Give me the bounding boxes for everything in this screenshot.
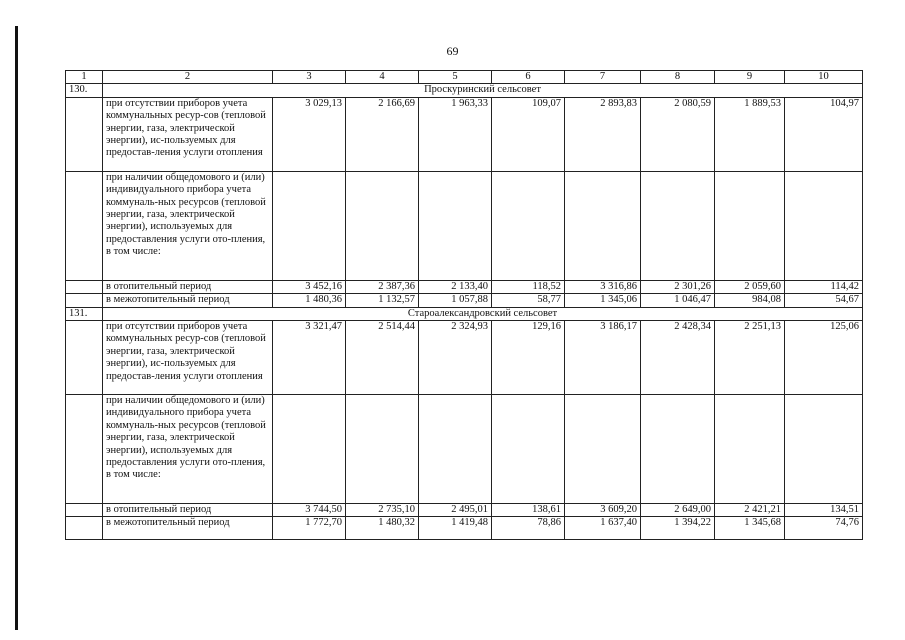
- table-cell: 3 452,16: [273, 280, 346, 293]
- table-cell: 2 059,60: [715, 280, 785, 293]
- table-cell: 1 057,88: [419, 294, 492, 307]
- table-cell: 3 321,47: [273, 321, 346, 395]
- table-cell: [715, 395, 785, 504]
- tariff-table: [65, 70, 863, 540]
- section-row: [66, 307, 863, 320]
- table-cell: 2 495,01: [419, 504, 492, 517]
- header-row: [66, 71, 863, 84]
- row-label: при отсутствии приборов учета коммунальных ресур-сов (тепловой энергии, газа, электрической энергии), ис-пользуемых для предостав-ления услуги отопления: [103, 321, 273, 395]
- table-cell: 2 735,10: [346, 504, 419, 517]
- table-cell: 1 345,68: [715, 517, 785, 540]
- column-header: 7: [565, 71, 641, 84]
- table-cell: [715, 171, 785, 280]
- table-cell: 3 186,17: [565, 321, 641, 395]
- row-label: в отопительный период: [103, 280, 273, 293]
- table-cell: 58,77: [492, 294, 565, 307]
- table-cell: 1 046,47: [641, 294, 715, 307]
- table-cell: 114,42: [785, 280, 863, 293]
- table-cell: [492, 395, 565, 504]
- column-header: 4: [346, 71, 419, 84]
- table-cell: 1 889,53: [715, 97, 785, 171]
- table-cell: 2 428,34: [641, 321, 715, 395]
- row-label: при наличии общедомового и (или) индивидуального прибора учета коммуналь-ных ресурсов (тепловой энергии, газа, электрической энергии), используемых для предоставления услуги ото-пления, в том числе:: [103, 395, 273, 504]
- table-cell: 3 609,20: [565, 504, 641, 517]
- table-row: [66, 517, 863, 540]
- row-label: в межотопительный период: [103, 517, 273, 540]
- table-row: [66, 171, 863, 280]
- table-cell: 1 480,36: [273, 294, 346, 307]
- column-header: 2: [103, 71, 273, 84]
- column-header: 8: [641, 71, 715, 84]
- table-cell: 134,51: [785, 504, 863, 517]
- table-cell: 129,16: [492, 321, 565, 395]
- table-row: [66, 280, 863, 293]
- table-cell: 2 893,83: [565, 97, 641, 171]
- section-title: Проскуринский сельсовет: [103, 84, 863, 97]
- table-cell: 2 387,36: [346, 280, 419, 293]
- scan-edge-line: [15, 26, 18, 630]
- table-row: [66, 321, 863, 395]
- table-cell: [346, 395, 419, 504]
- table-cell: [273, 171, 346, 280]
- table-cell: 1 772,70: [273, 517, 346, 540]
- table-cell: [565, 171, 641, 280]
- table-cell: 109,07: [492, 97, 565, 171]
- table-cell: 1 394,22: [641, 517, 715, 540]
- table-cell: [419, 395, 492, 504]
- table-cell: 2 421,21: [715, 504, 785, 517]
- row-label: при наличии общедомового и (или) индивидуального прибора учета коммуналь-ных ресурсов (тепловой энергии, газа, электрической энергии), используемых для предоставления услуги ото-пления, в том числе:: [103, 171, 273, 280]
- table-cell: 1 637,40: [565, 517, 641, 540]
- table-cell: [641, 395, 715, 504]
- table-cell: 104,97: [785, 97, 863, 171]
- column-header: 1: [66, 71, 103, 84]
- table-cell: 138,61: [492, 504, 565, 517]
- table-cell: [785, 395, 863, 504]
- column-header: 5: [419, 71, 492, 84]
- table-cell: 2 133,40: [419, 280, 492, 293]
- table-cell: 1 345,06: [565, 294, 641, 307]
- table-cell: 2 080,59: [641, 97, 715, 171]
- table-row: [66, 395, 863, 504]
- table-cell: 74,76: [785, 517, 863, 540]
- table-cell: [346, 171, 419, 280]
- table-cell: 3 316,86: [565, 280, 641, 293]
- table-cell: 54,67: [785, 294, 863, 307]
- table-cell: [641, 171, 715, 280]
- table-cell: 78,86: [492, 517, 565, 540]
- table-cell: 1 963,33: [419, 97, 492, 171]
- column-header: 3: [273, 71, 346, 84]
- table-row: [66, 294, 863, 307]
- table-cell: 1 132,57: [346, 294, 419, 307]
- row-label: при отсутствии приборов учета коммунальных ресур-сов (тепловой энергии, газа, электрической энергии), ис-пользуемых для предостав-ления услуги отопления: [103, 97, 273, 171]
- table-cell: 1 480,32: [346, 517, 419, 540]
- section-number: 130.: [66, 84, 103, 97]
- table-cell: 984,08: [715, 294, 785, 307]
- table-cell: 2 166,69: [346, 97, 419, 171]
- page-number: 69: [446, 44, 459, 58]
- table-cell: 2 514,44: [346, 321, 419, 395]
- table-cell: 2 251,13: [715, 321, 785, 395]
- table-cell: 3 744,50: [273, 504, 346, 517]
- table-cell: 118,52: [492, 280, 565, 293]
- table-cell: [419, 171, 492, 280]
- column-header: 9: [715, 71, 785, 84]
- table-cell: [565, 395, 641, 504]
- row-label: в межотопительный период: [103, 294, 273, 307]
- table-cell: [785, 171, 863, 280]
- table-cell: [492, 171, 565, 280]
- section-row: [66, 84, 863, 97]
- table-cell: 2 301,26: [641, 280, 715, 293]
- column-header: 10: [785, 71, 863, 84]
- row-label: в отопительный период: [103, 504, 273, 517]
- table-cell: 3 029,13: [273, 97, 346, 171]
- table-cell: 1 419,48: [419, 517, 492, 540]
- section-number: 131.: [66, 307, 103, 320]
- table-row: [66, 97, 863, 171]
- column-header: 6: [492, 71, 565, 84]
- section-title: Староалександровский сельсовет: [103, 307, 863, 320]
- table-row: [66, 504, 863, 517]
- table-cell: 2 649,00: [641, 504, 715, 517]
- table-cell: [273, 395, 346, 504]
- table-cell: 2 324,93: [419, 321, 492, 395]
- table-cell: 125,06: [785, 321, 863, 395]
